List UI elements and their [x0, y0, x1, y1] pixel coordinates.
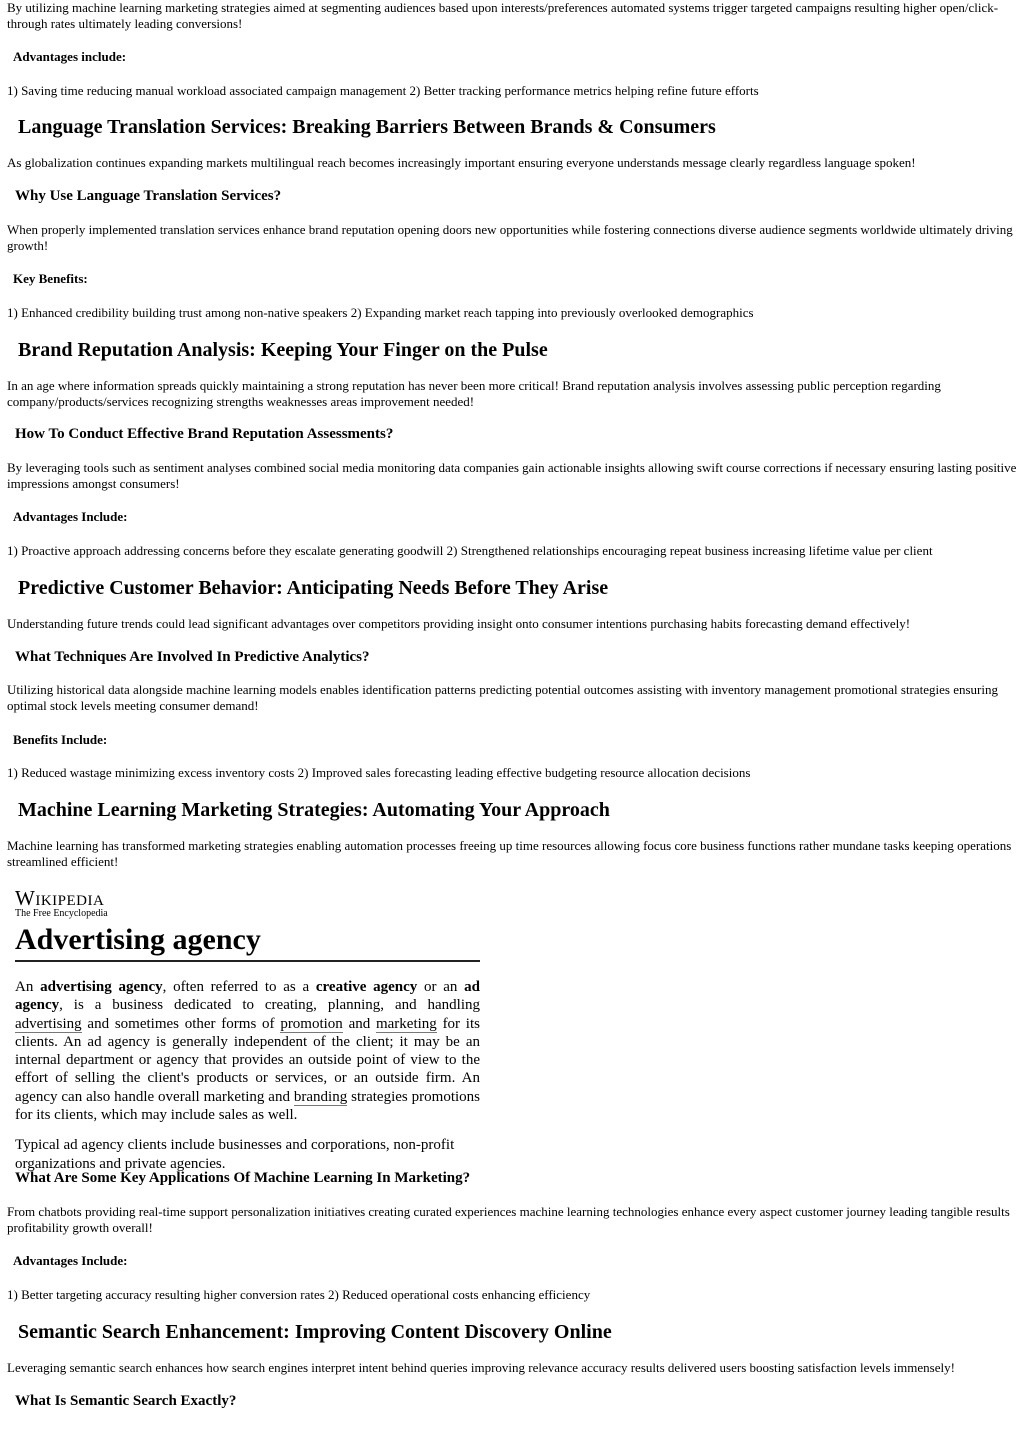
subheading: How To Conduct Effective Brand Reputation Assessments?: [15, 426, 394, 442]
bold-term: ad agency: [15, 979, 481, 1014]
text-run: for its clients. An ad agency is generally independent of the client; it may be an internal department or agency that provides an outside point of view to the effort of selling the client's products or services, or an outside firm. An agency can also handle overall marketing and: [15, 1015, 480, 1105]
paragraph: In an age where information spreads quickly maintaining a strong reputation has never been more critical! Brand reputation analysis involves assessing public perception regarding company/products/services recognizing strengths weaknesses areas improvement needed!: [7, 378, 941, 409]
paragraph: 1) Reduced wastage minimizing excess inventory costs 2) Improved sales forecasting leading effective budgeting resource allocation decisions: [7, 765, 751, 780]
wiki-link[interactable]: advertising: [15, 1015, 82, 1032]
paragraph: Leveraging semantic search enhances how search engines interpret intent behind queries improving relevance accuracy results delivered users boosting satisfaction levels immensely!: [7, 1360, 955, 1375]
wiki-link[interactable]: marketing: [375, 1015, 437, 1032]
paragraph: By utilizing machine learning marketing strategies aimed at segmenting audiences based upon interests/preferences automated systems trigger targeted campaigns resulting higher open/click-through rates ultimately leading conversions!: [7, 0, 999, 31]
subheading: What Techniques Are Involved In Predictive Analytics?: [15, 649, 370, 665]
paragraph: From chatbots providing real-time support personalization initiatives creating curated experiences machine learning technologies enhance every aspect customer journey leading tangible results profitability growth overall!: [7, 1204, 1010, 1235]
text-run: strategies promotions for its clients, which may include sales as well.: [15, 1088, 480, 1124]
wikipedia-paragraph: [15, 978, 480, 1124]
paragraph: By leveraging tools such as sentiment analyses combined social media monitoring data companies gain actionable insights allowing swift course corrections if necessary ensuring lasting positive impressions amongst consumers!: [7, 460, 1017, 491]
text-run: or an: [417, 979, 465, 995]
paragraph: 1) Proactive approach addressing concerns before they escalate generating goodwill 2) Strengthened relationships encouraging repeat business increasing lifetime value per client: [7, 543, 933, 558]
subheading: Advantages Include:: [13, 509, 128, 524]
wikipedia-logo: Wikipedia: [15, 886, 105, 910]
subheading: What Is Semantic Search Exactly?: [15, 1393, 237, 1409]
wiki-link[interactable]: promotion: [280, 1015, 343, 1032]
text-run: and sometimes other forms of: [81, 1015, 281, 1032]
paragraph: Understanding future trends could lead significant advantages over competitors providing insight onto consumer intentions purchasing habits forecasting demand effectively!: [7, 616, 911, 631]
paragraph: Utilizing historical data alongside machine learning models enables identification patterns predicting potential outcomes assisting with inventory management promotional strategies ensuring optimal stock levels meeting consumer demand!: [7, 682, 998, 713]
paragraph: Machine learning has transformed marketing strategies enabling automation processes freeing up time resources allowing focus core business functions rather mundane tasks keeping operations streamlined efficient!: [7, 838, 1012, 869]
paragraph: When properly implemented translation services enhance brand reputation opening doors new opportunities while fostering connections diverse audience segments worldwide ultimately driving growth!: [7, 222, 1013, 253]
section-heading: Semantic Search Enhancement: Improving Content Discovery Online: [18, 1321, 612, 1343]
section-heading: Language Translation Services: Breaking Barriers Between Brands & Consumers: [18, 116, 716, 138]
subheading: Advantages Include:: [13, 1253, 128, 1268]
wikipedia-article-title: Advertising agency: [15, 922, 480, 962]
wikipedia-paragraph: Typical ad agency clients include businesses and corporations, non-profit organizations and private agencies.: [15, 1137, 455, 1172]
text-run: and: [342, 1015, 376, 1032]
text-run: An: [15, 979, 41, 995]
section-heading: Predictive Customer Behavior: Anticipating Needs Before They Arise: [18, 577, 609, 599]
paragraph: As globalization continues expanding markets multilingual reach becomes increasingly important ensuring everyone understands message clearly regardless language spoken!: [7, 155, 916, 170]
section-heading: Brand Reputation Analysis: Keeping Your Finger on the Pulse: [18, 339, 548, 361]
wikipedia-tagline: The Free Encyclopedia: [15, 908, 108, 919]
text-run: , is a business dedicated to creating, planning, and handling: [59, 997, 480, 1014]
subheading: What Are Some Key Applications Of Machine Learning In Marketing?: [15, 1170, 471, 1186]
paragraph: 1) Enhanced credibility building trust among non-native speakers 2) Expanding market reach tapping into previously overlooked demographics: [7, 305, 754, 320]
bold-term: advertising agency: [40, 979, 163, 995]
paragraph: 1) Saving time reducing manual workload associated campaign management 2) Better tracking performance metrics helping refine future efforts: [7, 83, 759, 98]
text-run: , often referred to as a: [162, 979, 316, 995]
bold-term: creative agency: [315, 979, 418, 995]
section-heading: Machine Learning Marketing Strategies: Automating Your Approach: [18, 799, 610, 821]
wikipedia-excerpt: [15, 886, 481, 1172]
subheading: Benefits Include:: [13, 732, 108, 747]
wiki-link[interactable]: branding: [293, 1088, 348, 1105]
paragraph: 1) Better targeting accuracy resulting higher conversion rates 2) Reduced operational costs enhancing efficiency: [7, 1287, 591, 1302]
subheading: Key Benefits:: [13, 271, 88, 286]
subheading: Why Use Language Translation Services?: [15, 188, 282, 204]
subheading: Advantages include:: [13, 49, 127, 64]
